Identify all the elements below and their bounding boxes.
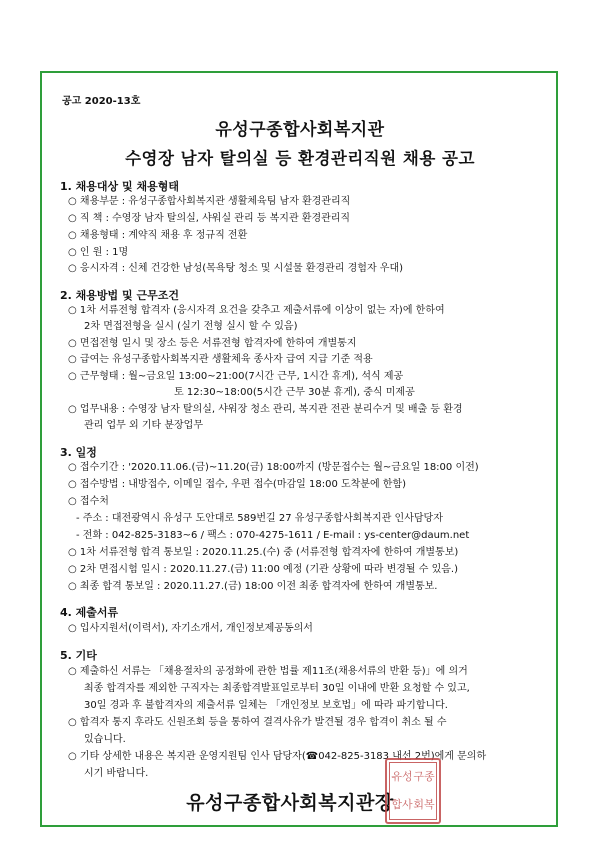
section-3-line: ○ 접수처 (68, 496, 109, 507)
section-3-line: ○ 최종 합격 통보일 : 2020.11.27.(금) 18:00 이전 최종 합격자에 한하여 개별통보. (68, 581, 438, 592)
seal-glyph: 합사 (391, 798, 413, 811)
title-main: 수영장 남자 탈의실 등 환경관리직원 채용 공고 (125, 149, 475, 168)
section-5-line: 있습니다. (84, 734, 126, 745)
section-2-line: ○ 업무내용 : 수영장 남자 탈의실, 샤워장 청소 관리, 복지관 전관 분리수거 및 배출 등 환경 (68, 404, 463, 415)
section-1-line: ○ 응시자격 : 신체 건강한 남성(목욕탕 청소 및 시설물 환경관리 경험자 우대) (68, 263, 404, 274)
section-3-line: ○ 접수방법 : 내방접수, 이메일 접수, 우편 접수(마감일 18:00 도착분에 한함) (68, 479, 407, 490)
notice-number: 공고 2020-13호 (62, 96, 141, 107)
section-2-line: 토 12:30~18:00(5시간 근무 30분 휴게), 중식 미제공 (174, 387, 415, 398)
section-3-line: - 주소 : 대전광역시 유성구 도안대로 589번길 27 유성구종합사회복지관 인사담당자 (76, 513, 443, 524)
section-3-line: ○ 접수기간 : '2020.11.06.(금)~11.20(금) 18:00까지 (방문접수는 월~금요일 18:00 이전) (68, 462, 479, 473)
section-2-line: ○ 급여는 유성구종합사회복지관 생활체육 종사자 급여 지급 기준 적용 (68, 354, 373, 365)
section-heading-1: 1. 채용대상 및 채용형태 (60, 180, 179, 193)
section-5-line: 30일 경과 후 불합격자의 제출서류 일체는 「개인정보 보호법」에 따라 파기합니다. (84, 700, 448, 711)
seal-glyph: 회복 (413, 798, 435, 811)
official-seal (385, 758, 441, 824)
section-5-line: ○ 합격자 통지 후라도 신원조회 등을 통하여 결격사유가 발견될 경우 합격이 취소 될 수 (68, 717, 447, 728)
section-5-line: 시기 바랍니다. (84, 768, 149, 779)
seal-glyph: 유성 (391, 770, 413, 783)
seal-glyph: 구종 (413, 770, 435, 783)
section-3-line: ○ 1차 서류전형 합격 통보일 : 2020.11.25.(수) 중 (서류전형 합격자에 한하여 개별통보) (68, 547, 459, 558)
section-1-line: ○ 직 책 : 수영장 남자 탈의실, 샤워실 관리 등 복지관 환경관리직 (68, 213, 351, 224)
section-5-line: ○ 기타 상세한 내용은 복지관 운영지원팀 인사 담당자(☎042-825-3183 내선 2번)에게 문의하 (68, 751, 487, 762)
section-1-line: ○ 채용부문 : 유성구종합사회복지관 생활체육팀 남자 환경관리직 (68, 196, 351, 207)
section-heading-2: 2. 채용방법 및 근무조건 (60, 289, 179, 302)
section-heading-5: 5. 기타 (60, 649, 97, 662)
section-heading-4: 4. 제출서류 (60, 606, 119, 619)
section-5-line: ○ 제출하신 서류는 「채용절차의 공정화에 관한 법률 제11조(채용서류의 반환 등)」에 의거 (68, 666, 468, 677)
section-2-line: 관리 업무 외 기타 분장업무 (84, 420, 203, 431)
section-heading-3: 3. 일정 (60, 446, 97, 459)
section-4-line: ○ 입사지원서(이력서), 자기소개서, 개인정보제공동의서 (68, 623, 313, 634)
section-1-line: ○ 채용형태 : 계약직 채용 후 정규직 전환 (68, 230, 248, 241)
section-2-line: 2차 면접전형을 실시 (실기 전형 실시 할 수 있음) (84, 321, 298, 332)
section-2-line: ○ 근무형태 : 월~금요일 13:00~21:00(7시간 근무, 1시간 휴게), 석식 제공 (68, 371, 404, 382)
section-1-line: ○ 인 원 : 1명 (68, 247, 129, 258)
section-2-line: ○ 1차 서류전형 합격자 (응시자격 요건을 갖추고 제출서류에 이상이 없는 자)에 한하여 (68, 305, 445, 316)
section-3-line: - 전화 : 042-825-3183~6 / 팩스 : 070-4275-1611 / E-mail : ys-center@daum.net (76, 530, 470, 541)
section-2-line: ○ 면접전형 일시 및 장소 등은 서류전형 합격자에 한하여 개별통지 (68, 338, 357, 349)
section-3-line: ○ 2차 면접시험 일시 : 2020.11.27.(금) 11:00 예정 (기관 상황에 따라 변경될 수 있음.) (68, 564, 458, 575)
section-5-line: 최종 합격자를 제외한 구직자는 최종합격발표일로부터 30일 이내에 반환 요청할 수 있고, (84, 683, 470, 694)
title-organization: 유성구종합사회복지관 (215, 120, 385, 140)
footer-organization-head: 유성구종합사회복지관장 (186, 792, 394, 814)
seal-inner-border (389, 762, 437, 820)
